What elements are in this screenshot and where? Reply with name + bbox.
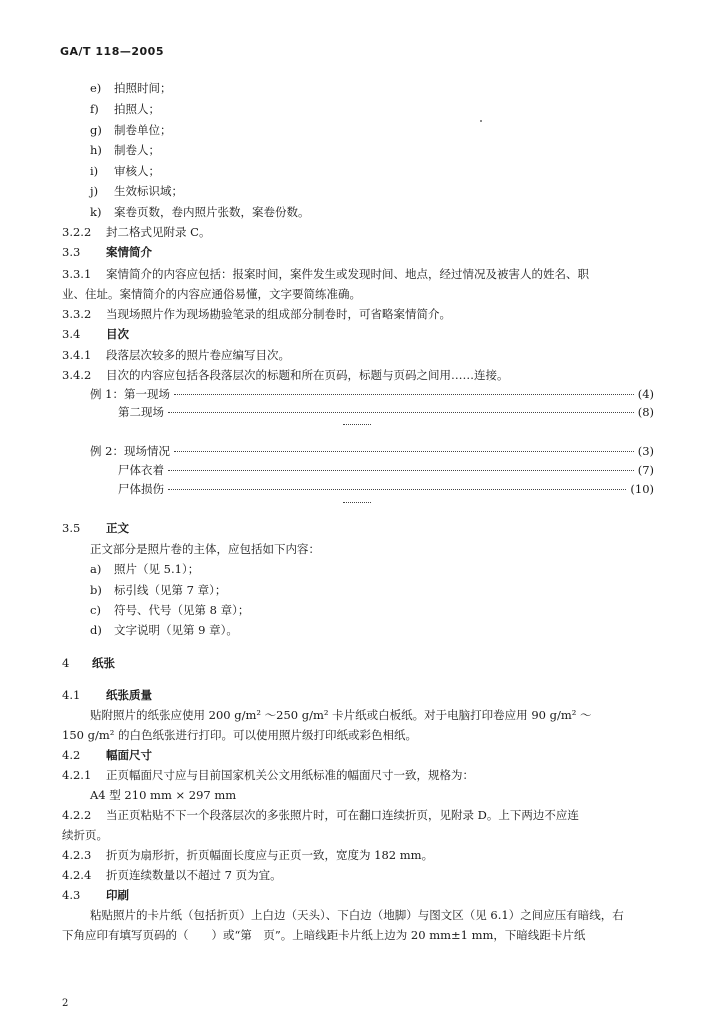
clause-4-2-4: 4.2.4 折页连续数量以不超过 7 页为宜。 bbox=[62, 868, 282, 882]
paragraph-cont: 150 g/m² 的白色纸张进行打印。可以使用照片级打印纸或彩色相纸。 bbox=[62, 728, 418, 742]
clause-3-2-2: 3.2.2 封二格式见附录 C。 bbox=[62, 225, 211, 239]
heading-4-2: 4.2 幅面尺寸 bbox=[62, 748, 152, 762]
heading-4-3: 4.3 印刷 bbox=[62, 888, 129, 902]
heading-4-1: 4.1 纸张质量 bbox=[62, 688, 152, 702]
toc-entry: 尸体损伤 (10) bbox=[118, 482, 654, 496]
dot-leader bbox=[168, 470, 634, 471]
toc-entry: 尸体衣着 (7) bbox=[118, 463, 654, 477]
list-item: h) 制卷人； bbox=[90, 143, 160, 157]
toc-entry: 第二现场 (8) bbox=[118, 405, 654, 419]
heading-3-4: 3.4 目次 bbox=[62, 327, 129, 341]
dot-leader bbox=[174, 394, 634, 395]
dot-leader bbox=[174, 451, 634, 452]
list-item: k) 案卷页数，卷内照片张数，案卷份数。 bbox=[90, 205, 310, 219]
list-item: f) 拍照人； bbox=[90, 102, 160, 116]
toc-entry: 例 2： 现场情况 (3) bbox=[90, 444, 654, 458]
heading-3-5: 3.5 正文 bbox=[62, 521, 129, 535]
list-item: c) 符号、代号（见第 8 章）； bbox=[90, 603, 250, 617]
heading-3-3: 3.3 案情简介 bbox=[62, 245, 152, 259]
clause-3-4-2: 3.4.2 目次的内容应包括各段落层次的标题和所在页码，标题与页码之间用……连接。 bbox=[62, 368, 509, 382]
ellipsis-separator bbox=[343, 502, 371, 503]
list-item: b) 标引线（见第 7 章）； bbox=[90, 583, 227, 597]
list-item: g) 制卷单位； bbox=[90, 123, 172, 137]
paper-spec: A4 型 210 mm × 297 mm bbox=[90, 788, 237, 802]
heading-4: 4 纸张 bbox=[62, 656, 115, 670]
clause-3-3-1: 3.3.1 案情简介的内容应包括：报案时间，案件发生或发现时间、地点，经过情况及被害人的姓名、职 bbox=[62, 267, 589, 281]
clause-3-3-1-cont: 业、住址。案情简介的内容应通俗易懂，文字要简练准确。 bbox=[62, 287, 361, 301]
toc-entry: 例 1： 第一现场 (4) bbox=[90, 387, 654, 401]
page-header: GA/T 118—2005 bbox=[60, 45, 164, 58]
clause-3-3-2: 3.3.2 当现场照片作为现场勘验笔录的组成部分制卷时，可省略案情简介。 bbox=[62, 307, 451, 321]
clause-4-2-2-cont: 续折页。 bbox=[62, 828, 108, 842]
scan-speck bbox=[480, 120, 482, 122]
clause-3-4-1: 3.4.1 段落层次较多的照片卷应编写目次。 bbox=[62, 348, 290, 362]
ellipsis-separator bbox=[343, 424, 371, 425]
list-item: a) 照片（见 5.1）； bbox=[90, 562, 200, 576]
paragraph: 粘贴照片的卡片纸（包括折页）上白边（天头）、下白边（地脚）与图文区（见 6.1）之间应压有暗线，右 bbox=[90, 908, 624, 922]
list-item: e) 拍照时间； bbox=[90, 81, 172, 95]
clause-4-2-1: 4.2.1 正页幅面尺寸应与目前国家机关公文用纸标准的幅面尺寸一致，规格为： bbox=[62, 768, 474, 782]
paragraph: 贴附照片的纸张应使用 200 g/m² ～250 g/m² 卡片纸或白板纸。对于电脑打印卷应用 90 g/m² ～ bbox=[90, 708, 592, 722]
dot-leader bbox=[168, 489, 626, 490]
paragraph: 正文部分是照片卷的主体，应包括如下内容： bbox=[90, 542, 320, 556]
dot-leader bbox=[168, 412, 634, 413]
paragraph-cont: 下角应印有填写页码的（ ）或“第 页”。上暗线距卡片纸上边为 20 mm±1 mm，下暗线距卡片纸 bbox=[62, 928, 586, 942]
clause-4-2-3: 4.2.3 折页为扇形折，折页幅面长度应与正页一致，宽度为 182 mm。 bbox=[62, 848, 434, 862]
list-item: j) 生效标识域； bbox=[90, 184, 183, 198]
list-item: i) 审核人； bbox=[90, 164, 160, 178]
page-number: 2 bbox=[62, 998, 69, 1009]
list-item: d) 文字说明（见第 9 章）。 bbox=[90, 623, 238, 637]
clause-4-2-2: 4.2.2 当正页粘贴不下一个段落层次的多张照片时，可在翻口连续折页，见附录 D。上下两边不应连 bbox=[62, 808, 579, 822]
